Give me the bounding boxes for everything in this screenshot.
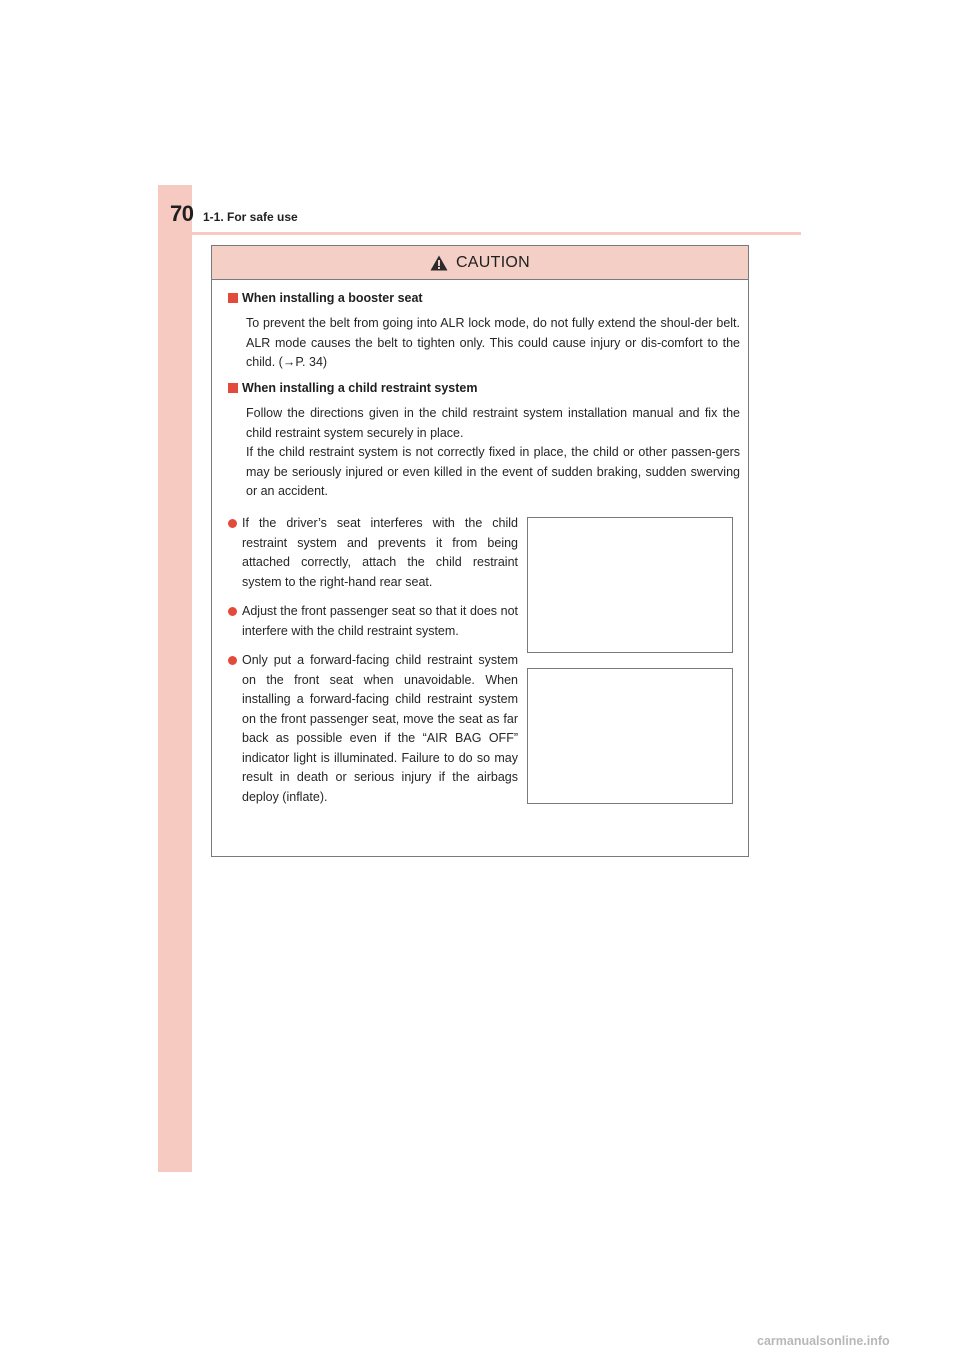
section-paragraph: If the child restraint system is not correctly fixed in place, the child or other passen-gers may be seriously injured or even killed in the event of sudden braking, sudden swerving or an accident. bbox=[246, 445, 740, 498]
list-item bbox=[228, 602, 518, 641]
caution-box bbox=[211, 245, 749, 857]
list-item bbox=[228, 514, 518, 592]
side-tab-strip bbox=[158, 185, 192, 1172]
caution-header bbox=[212, 246, 748, 280]
illustration-placeholder bbox=[527, 517, 733, 653]
section-title: 1-1. For safe use bbox=[203, 210, 298, 224]
square-bullet-icon bbox=[228, 293, 238, 303]
section-heading bbox=[228, 381, 740, 395]
section-body bbox=[246, 404, 740, 502]
circle-bullet-icon bbox=[228, 607, 237, 616]
watermark: carmanualsonline.info bbox=[757, 1334, 890, 1348]
square-bullet-icon bbox=[228, 383, 238, 393]
section-child-restraint bbox=[228, 381, 740, 502]
warning-triangle-icon bbox=[430, 255, 448, 271]
bullet-text: Adjust the front passenger seat so that it does not interfere with the child restraint system. bbox=[242, 604, 518, 638]
section-heading-text: When installing a child restraint system bbox=[242, 381, 478, 395]
section-booster-seat bbox=[228, 291, 740, 373]
section-heading bbox=[228, 291, 740, 305]
header-rule bbox=[192, 232, 801, 235]
section-heading-text: When installing a booster seat bbox=[242, 291, 423, 305]
circle-bullet-icon bbox=[228, 656, 237, 665]
illustration-placeholder bbox=[527, 668, 733, 804]
circle-bullet-icon bbox=[228, 519, 237, 528]
section-paragraph: Follow the directions given in the child restraint system installation manual and fix the child restraint system securely in place. bbox=[246, 406, 740, 440]
list-item bbox=[228, 651, 518, 807]
section-body: To prevent the belt from going into ALR lock mode, do not fully extend the shoul-der belt. ALR mode causes the belt to tighten only. This could cause injury or dis-comfort to the child. (→P. 34) bbox=[246, 316, 740, 369]
bullet-text: If the driver’s seat interferes with the child restraint system and prevents it from being attached correctly, attach the child restraint system to the right-hand rear seat. bbox=[242, 516, 518, 589]
page-number: 70 bbox=[170, 201, 194, 226]
bullet-text: Only put a forward-facing child restraint system on the front seat when unavoidable. When installing a forward-facing child restraint system on the front passenger seat, move the seat as far back as possible even if the “AIR BAG OFF” indicator light is illuminated. Failure to do so may result in death or serious injury if the airbags deploy (inflate). bbox=[242, 653, 518, 804]
bullet-list bbox=[228, 514, 518, 807]
caution-title: CAUTION bbox=[455, 253, 531, 271]
